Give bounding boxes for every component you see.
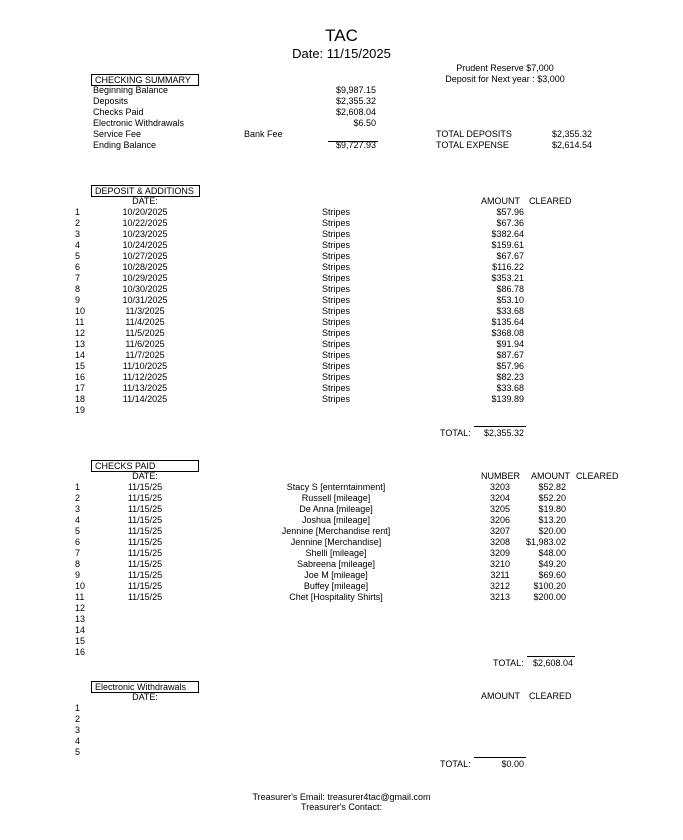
check-date: 11/15/25 <box>127 548 163 558</box>
deposit-source: Stripes <box>321 207 350 217</box>
check-amount: $49.20 <box>538 559 566 569</box>
check-row-number: 3 <box>75 504 81 514</box>
check-payee: Stacy S [enterntainment] <box>286 482 386 492</box>
check-amount: $1,983.02 <box>525 537 566 547</box>
deposit-source: Stripes <box>321 372 350 382</box>
check-date: 11/15/25 <box>127 504 163 514</box>
deposit-row-number: 6 <box>75 262 81 272</box>
deposit-source: Stripes <box>321 306 350 316</box>
deposit-source: Stripes <box>321 383 350 393</box>
check-number: 3206 <box>489 515 511 525</box>
check-row-number: 12 <box>75 603 86 613</box>
withdrawal-row-number: 5 <box>75 747 81 757</box>
summary-value: $2,355.32 <box>335 96 376 106</box>
deposit-row-number: 7 <box>75 273 81 283</box>
check-row-number: 13 <box>75 614 86 624</box>
deposit-amount: $67.36 <box>496 218 524 228</box>
deposit-row-number: 18 <box>75 394 86 404</box>
deposit-source: Stripes <box>321 339 350 349</box>
check-amount: $100.20 <box>533 581 566 591</box>
check-date: 11/15/25 <box>127 493 163 503</box>
check-payee: De Anna [mileage] <box>299 504 373 514</box>
check-row-number: 2 <box>75 493 81 503</box>
checks-total-rule <box>527 656 575 657</box>
deposit-row-number: 3 <box>75 229 81 239</box>
check-row-number: 9 <box>75 570 81 580</box>
checks-cleared-header: CLEARED <box>576 471 619 481</box>
deposit-amount: $53.10 <box>496 295 524 305</box>
deposit-next-year: Deposit for Next year : $3,000 <box>445 74 565 84</box>
deposit-row-number: 14 <box>75 350 86 360</box>
withdrawals-total-value: $0.00 <box>501 759 524 769</box>
check-payee: Buffey [mileage] <box>303 581 369 591</box>
checking-summary-heading: CHECKING SUMMARY <box>91 74 199 86</box>
deposit-amount: $87.67 <box>496 350 524 360</box>
check-amount: $69.60 <box>538 570 566 580</box>
deposit-source: Stripes <box>321 284 350 294</box>
deposit-amount: $159.61 <box>491 240 524 250</box>
check-number: 3203 <box>489 482 511 492</box>
deposit-date: 10/23/2025 <box>122 229 168 239</box>
deposit-amount: $353.21 <box>491 273 524 283</box>
withdrawals-cleared-header: CLEARED <box>529 691 572 701</box>
checks-heading: CHECKS PAID <box>91 460 199 472</box>
check-date: 11/15/25 <box>127 559 163 569</box>
deposit-amount: $57.96 <box>496 207 524 217</box>
deposit-date: 11/3/2025 <box>125 306 165 316</box>
check-number: 3212 <box>489 581 511 591</box>
deposit-amount: $33.68 <box>496 306 524 316</box>
check-payee: Joshua [mileage] <box>301 515 371 525</box>
summary-value: $9,727.93 <box>335 140 376 150</box>
check-amount: $200.00 <box>533 592 566 602</box>
withdrawals-amount-header: AMOUNT <box>481 691 520 701</box>
check-row-number: 6 <box>75 537 81 547</box>
deposit-amount: $368.08 <box>491 328 524 338</box>
check-amount: $20.00 <box>538 526 566 536</box>
check-date: 11/15/25 <box>127 482 163 492</box>
treasurer-email: Treasurer's Email: treasurer4tac@gmail.com <box>252 792 431 802</box>
check-row-number: 10 <box>75 581 86 591</box>
check-payee: Jennine [Merchandise] <box>290 537 382 547</box>
check-amount: $13.20 <box>538 515 566 525</box>
deposit-source: Stripes <box>321 251 350 261</box>
deposit-amount: $135.64 <box>491 317 524 327</box>
deposits-total-label: TOTAL: <box>440 428 471 438</box>
check-amount: $48.00 <box>538 548 566 558</box>
deposit-source: Stripes <box>321 350 350 360</box>
summary-label: Service Fee <box>93 129 142 139</box>
check-payee: Shelli [mileage] <box>305 548 367 558</box>
withdrawal-row-number: 2 <box>75 714 81 724</box>
summary-total-value: $2,355.32 <box>551 129 592 139</box>
check-row-number: 14 <box>75 625 86 635</box>
deposit-source: Stripes <box>321 394 350 404</box>
check-number: 3213 <box>489 592 511 602</box>
withdrawal-row-number: 4 <box>75 736 81 746</box>
checks-total-label: TOTAL: <box>493 658 524 668</box>
deposit-date: 11/7/2025 <box>125 350 165 360</box>
withdrawals-total-rule <box>474 757 526 758</box>
deposits-total-value: $2,355.32 <box>483 428 524 438</box>
deposit-source: Stripes <box>321 361 350 371</box>
withdrawals-heading: Electronic Withdrawals <box>91 681 199 693</box>
check-row-number: 4 <box>75 515 81 525</box>
deposit-amount: $382.64 <box>491 229 524 239</box>
check-row-number: 1 <box>75 482 81 492</box>
prudent-reserve: Prudent Reserve $7,000 <box>456 63 554 73</box>
check-row-number: 16 <box>75 647 86 657</box>
check-row-number: 11 <box>75 592 85 602</box>
deposit-row-number: 19 <box>75 405 86 415</box>
deposits-heading: DEPOSIT & ADDITIONS <box>91 185 200 197</box>
summary-total-label: TOTAL EXPENSE <box>436 140 509 150</box>
deposit-date: 10/22/2025 <box>122 218 168 228</box>
summary-value: $2,608.04 <box>335 107 376 117</box>
checks-date-header: DATE: <box>132 471 158 481</box>
deposits-total-rule <box>474 426 526 427</box>
deposit-row-number: 15 <box>75 361 86 371</box>
check-number: 3207 <box>489 526 511 536</box>
check-date: 11/15/25 <box>127 570 163 580</box>
deposit-source: Stripes <box>321 295 350 305</box>
check-payee: Russell [mileage] <box>301 493 371 503</box>
check-row-number: 8 <box>75 559 81 569</box>
deposit-row-number: 2 <box>75 218 81 228</box>
deposit-date: 10/27/2025 <box>122 251 168 261</box>
deposit-amount: $91.94 <box>496 339 524 349</box>
deposit-row-number: 13 <box>75 339 86 349</box>
deposit-amount: $33.68 <box>496 383 524 393</box>
deposits-cleared-header: CLEARED <box>529 196 572 206</box>
summary-total-rule <box>328 141 378 142</box>
deposit-source: Stripes <box>321 262 350 272</box>
summary-value: $6.50 <box>353 118 376 128</box>
deposit-source: Stripes <box>321 218 350 228</box>
check-row-number: 15 <box>75 636 86 646</box>
summary-total-label: TOTAL DEPOSITS <box>436 129 512 139</box>
deposit-row-number: 16 <box>75 372 86 382</box>
checks-total-value: $2,608.04 <box>532 658 573 668</box>
deposit-date: 11/10/2025 <box>122 361 168 371</box>
deposit-date: 11/4/2025 <box>125 317 165 327</box>
check-date: 11/15/25 <box>127 581 163 591</box>
check-number: 3211 <box>490 570 510 580</box>
withdrawals-total-label: TOTAL: <box>440 759 471 769</box>
deposit-row-number: 5 <box>75 251 81 261</box>
deposit-date: 11/12/2025 <box>122 372 168 382</box>
deposit-row-number: 8 <box>75 284 81 294</box>
checks-amount-header: AMOUNT <box>531 471 570 481</box>
deposit-date: 11/5/2025 <box>125 328 165 338</box>
withdrawals-date-header: DATE: <box>132 692 158 702</box>
summary-label: Ending Balance <box>93 140 157 150</box>
check-date: 11/15/25 <box>127 526 163 536</box>
deposit-row-number: 10 <box>75 306 86 316</box>
check-date: 11/15/25 <box>127 592 163 602</box>
deposit-date: 10/28/2025 <box>122 262 168 272</box>
check-date: 11/15/25 <box>127 537 163 547</box>
deposit-date: 11/6/2025 <box>125 339 165 349</box>
page-title: TAC <box>325 26 358 45</box>
deposit-date: 10/31/2025 <box>122 295 168 305</box>
check-amount: $52.20 <box>538 493 566 503</box>
check-number: 3204 <box>489 493 511 503</box>
summary-note: Bank Fee <box>244 129 283 139</box>
deposit-amount: $57.96 <box>496 361 524 371</box>
summary-label: Deposits <box>93 96 129 106</box>
deposit-row-number: 17 <box>75 383 86 393</box>
deposit-date: 10/24/2025 <box>122 240 168 250</box>
check-date: 11/15/25 <box>127 515 163 525</box>
deposit-source: Stripes <box>321 229 350 239</box>
check-payee: Sabreena [mileage] <box>296 559 376 569</box>
summary-value: $9,987.15 <box>335 85 376 95</box>
deposit-amount: $139.89 <box>491 394 524 404</box>
deposit-row-number: 1 <box>75 207 81 217</box>
deposit-amount: $82.23 <box>496 372 524 382</box>
check-payee: Jennine [Merchandise rent] <box>281 526 391 536</box>
deposit-date: 10/20/2025 <box>122 207 168 217</box>
deposit-row-number: 9 <box>75 295 81 305</box>
deposits-amount-header: AMOUNT <box>481 196 520 206</box>
deposit-date: 11/13/2025 <box>122 383 168 393</box>
deposit-amount: $116.22 <box>492 262 524 272</box>
treasurer-contact: Treasurer's Contact: <box>301 802 382 812</box>
deposit-source: Stripes <box>321 328 350 338</box>
deposit-date: 10/30/2025 <box>122 284 168 294</box>
summary-label: Electronic Withdrawals <box>93 118 185 128</box>
deposit-source: Stripes <box>321 317 350 327</box>
deposit-amount: $67.67 <box>496 251 524 261</box>
check-payee: Chet [Hospitality Shirts] <box>289 592 383 602</box>
withdrawal-row-number: 1 <box>75 703 81 713</box>
report-date: Date: 11/15/2025 <box>292 46 391 61</box>
deposit-source: Stripes <box>321 240 350 250</box>
withdrawal-row-number: 3 <box>75 725 81 735</box>
deposit-date: 11/14/2025 <box>122 394 168 404</box>
deposit-row-number: 4 <box>75 240 81 250</box>
summary-total-value: $2,614.54 <box>551 140 592 150</box>
summary-label: Beginning Balance <box>93 85 169 95</box>
check-amount: $52.82 <box>538 482 566 492</box>
check-amount: $19.80 <box>538 504 566 514</box>
checks-number-header: NUMBER <box>481 471 521 481</box>
check-payee: Joe M [mileage] <box>304 570 368 580</box>
deposit-row-number: 11 <box>75 317 85 327</box>
check-number: 3210 <box>489 559 511 569</box>
check-number: 3208 <box>489 537 511 547</box>
check-row-number: 7 <box>75 548 81 558</box>
check-number: 3205 <box>489 504 511 514</box>
deposit-date: 10/29/2025 <box>122 273 168 283</box>
deposit-row-number: 12 <box>75 328 86 338</box>
deposits-date-header: DATE: <box>132 196 158 206</box>
check-row-number: 5 <box>75 526 81 536</box>
deposit-amount: $86.78 <box>496 284 524 294</box>
check-number: 3209 <box>489 548 511 558</box>
summary-label: Checks Paid <box>93 107 144 117</box>
deposit-source: Stripes <box>321 273 350 283</box>
